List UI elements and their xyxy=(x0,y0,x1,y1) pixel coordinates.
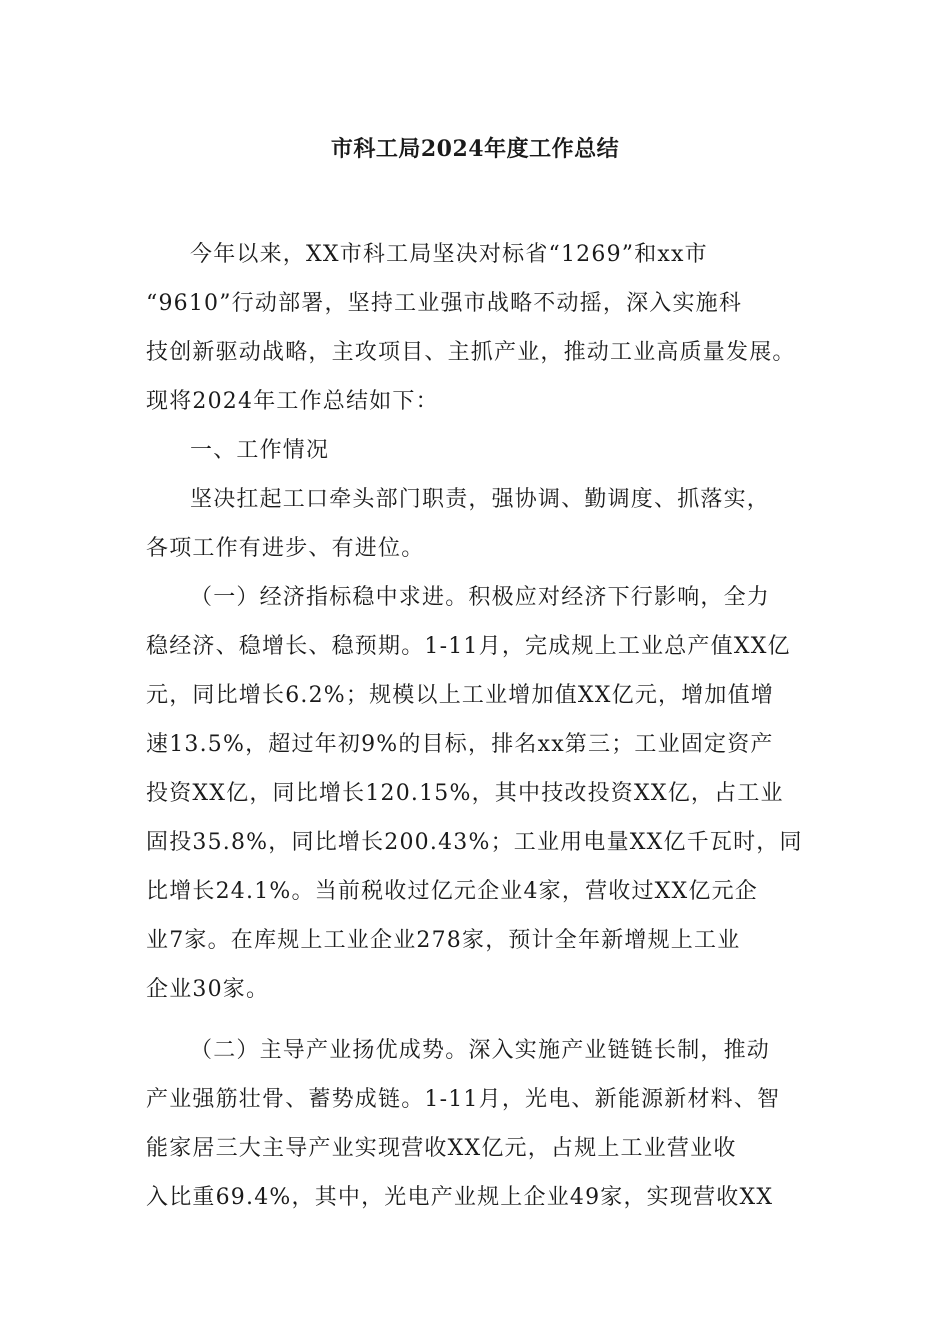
paragraph-line: 固投35.8%，同比增长200.43%；工业用电量XX亿千瓦时，同 xyxy=(146,830,803,855)
paragraph-line: 比增长24.1%。当前税收过亿元企业4家，营收过XX亿元企 xyxy=(146,879,759,904)
paragraph-line: 企业30家。 xyxy=(146,977,270,1002)
paragraph-line: 现将2024年工作总结如下： xyxy=(146,389,439,414)
paragraph-line: 各项工作有进步、有进位。 xyxy=(146,536,425,561)
paragraph-line: （二）主导产业扬优成势。深入实施产业链链长制，推动 xyxy=(190,1038,771,1063)
paragraph-line: 业7家。在库规上工业企业278家，预计全年新增规上工业 xyxy=(146,928,741,953)
paragraph-line: 入比重69.4%，其中，光电产业规上企业49家，实现营收XX xyxy=(146,1185,774,1210)
paragraph-line: 技创新驱动战略，主攻项目、主抓产业，推动工业高质量发展。 xyxy=(146,340,796,365)
paragraph-line: 元，同比增长6.2%；规模以上工业增加值XX亿元，增加值增 xyxy=(146,683,775,708)
paragraph-line: 投资XX亿，同比增长120.15%，其中技改投资XX亿，占工业 xyxy=(146,781,784,806)
paragraph-line: 稳经济、稳增长、稳预期。1-11月，完成规上工业总产值XX亿 xyxy=(146,634,791,659)
section-heading: 一、工作情况 xyxy=(190,438,330,463)
paragraph-line: 坚决扛起工口牵头部门职责，强协调、勤调度、抓落实， xyxy=(190,487,771,512)
document-title: 市科工局2024年度工作总结 xyxy=(330,136,620,162)
paragraph-line: 能家居三大主导产业实现营收XX亿元，占规上工业营业收 xyxy=(146,1136,737,1161)
document-body xyxy=(146,230,810,1222)
paragraph-line: “9610”行动部署，坚持工业强市战略不动摇，深入实施科 xyxy=(146,291,743,316)
paragraph-line: 产业强筋壮骨、蓄势成链。1-11月，光电、新能源新材料、智 xyxy=(146,1087,781,1112)
paragraph-gap xyxy=(146,1014,810,1026)
paragraph-line: 速13.5%，超过年初9%的目标，排名xx第三；工业固定资产 xyxy=(146,732,774,757)
paragraph-line: 今年以来，XX市科工局坚决对标省“1269”和xx市 xyxy=(190,242,708,267)
paragraph-line: （一）经济指标稳中求进。积极应对经济下行影响，全力 xyxy=(190,585,771,610)
